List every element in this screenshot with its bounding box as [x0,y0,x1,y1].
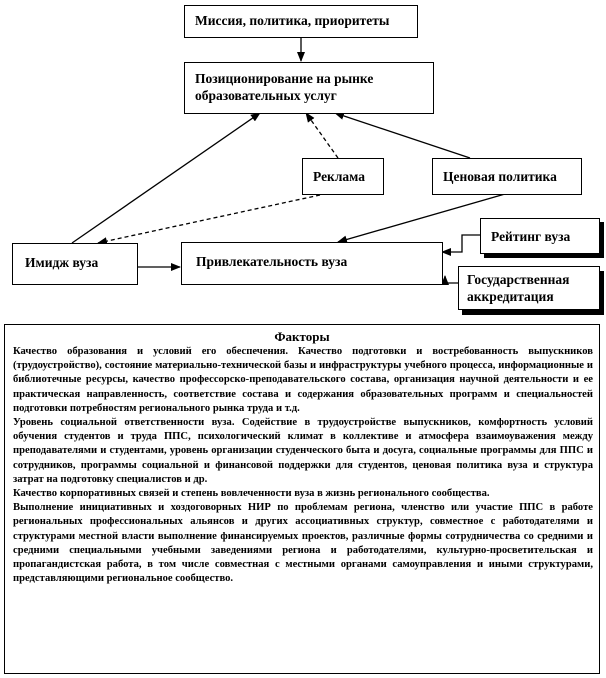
factors-title: Факторы [274,329,330,344]
node-positioning [184,62,434,114]
node-advertising [302,158,384,195]
node-image-label: Имидж вуза [25,255,99,270]
node-mission [184,5,418,38]
factors-paragraph-education-quality: Качество образования и условий его обеспечения. Качество подготовки и востребованность выпускников (трудоустройство), состояние материально-технической базы и инфраструктуры учебного процесса, информационные и библиотечные ресурсы, качество профессорско-преподавательского состава, организация научной деятельности и ее практическая направленность, соответствие состава и содержания образовательных программ и специальностей подготовки потребностям регионального рынка труда и т.д. [13,346,593,414]
node-attractiveness-label: Привлекательность вуза [196,254,348,269]
node-pricing [432,158,582,195]
node-accreditation-label: Государственная аккредитация [467,272,570,304]
edge-pricing-positioning [335,113,470,158]
node-pricing-label: Ценовая политика [443,169,557,184]
node-mission-label: Миссия, политика, приоритеты [195,13,390,28]
factors-paragraph-social-responsibility: Уровень социальной ответственности вуза. Содействие в трудоустройстве выпускников, комфортность условий обучения студентов и труда ППС, психологический климат в коллективе и атмосфера взаимоуважения между преподавателями и студентами, уровень организации студенческого быта и досуга, социальные программы для ППС и сотрудников, программы социальной и финансовой поддержки для студентов, ценовая политика вуза и структура затрат на подготовку специалистов и др. [13,417,593,485]
factors-paragraph-corporate-links: Качество корпоративных связей и степень вовлеченности вуза в жизнь регионального сообщества. [13,488,490,500]
node-attractiveness [181,242,443,285]
edge-accreditation-attractiveness [445,276,458,283]
node-accreditation [458,266,600,310]
node-advertising-label: Реклама [313,169,366,184]
edge-rating-attractiveness [442,235,480,252]
edge-image-positioning [72,113,260,243]
factors-panel [4,324,600,674]
factors-paragraph-research-cooperation: Выполнение инициативных и хоздоговорных НИР по проблемам региона, членство или участие ППС в работе региональных профессиональных альянсов и других ассоциативных структур, совместное с работодателями и структурами местной власти выполнение финансируемых проектов, различные формы сотрудничества со средними и средними специальными учебными заведениями региона и работодателями, культурно-просветительская и пропагандистская работа, в том числе совместная с местными органами самоуправления и иными структурами, представляющими региональное сообщество. [13,502,593,585]
node-positioning-label: Позиционирование на рынке образовательных услуг [195,71,374,103]
node-image [12,243,138,285]
node-rating-label: Рейтинг вуза [491,229,571,244]
node-rating [480,218,600,254]
edge-advertising-positioning [306,113,338,158]
